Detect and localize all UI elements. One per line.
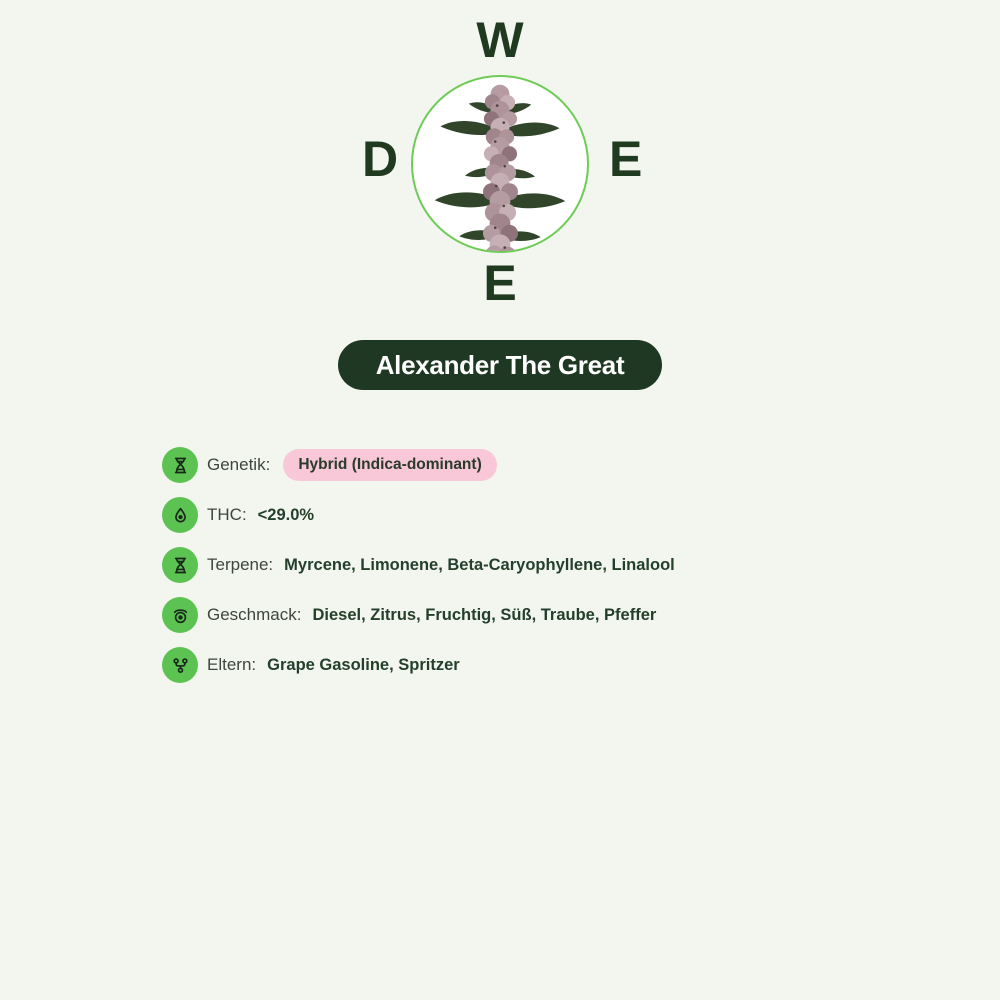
logo-letter-e-right: E	[609, 131, 643, 187]
info-row-taste	[162, 597, 675, 633]
cannabis-plant-image	[429, 79, 571, 253]
strain-info-list	[162, 447, 675, 683]
genetics-badge: Hybrid (Indica-dominant)	[283, 449, 496, 481]
logo-letter-w: W	[476, 12, 524, 68]
dna-icon	[162, 547, 198, 583]
info-row-genetics	[162, 447, 675, 483]
terpenes-label: Terpene:	[207, 555, 274, 574]
taste-icon	[162, 597, 198, 633]
strain-name-button[interactable]: Alexander The Great	[338, 340, 662, 390]
droplet-icon	[162, 497, 198, 533]
terpenes-value: Myrcene, Limonene, Beta-Caryophyllene, Linalool	[284, 555, 675, 574]
info-row-parents	[162, 647, 675, 683]
parents-icon	[162, 647, 198, 683]
dna-icon	[162, 447, 198, 483]
thc-label: THC:	[207, 505, 247, 524]
thc-value: <29.0%	[257, 505, 315, 524]
taste-value: Diesel, Zitrus, Fruchtig, Süß, Traube, Pfeffer	[312, 605, 657, 624]
info-row-terpenes	[162, 547, 675, 583]
parents-value: Grape Gasoline, Spritzer	[267, 655, 460, 674]
logo-letter-e-bottom: E	[483, 255, 517, 311]
logo-letter-d: D	[362, 131, 399, 187]
genetics-label: Genetik:	[207, 455, 271, 474]
strain-photo-circle	[411, 75, 589, 253]
taste-label: Geschmack:	[207, 605, 302, 624]
info-row-thc	[162, 497, 675, 533]
parents-label: Eltern:	[207, 655, 257, 674]
